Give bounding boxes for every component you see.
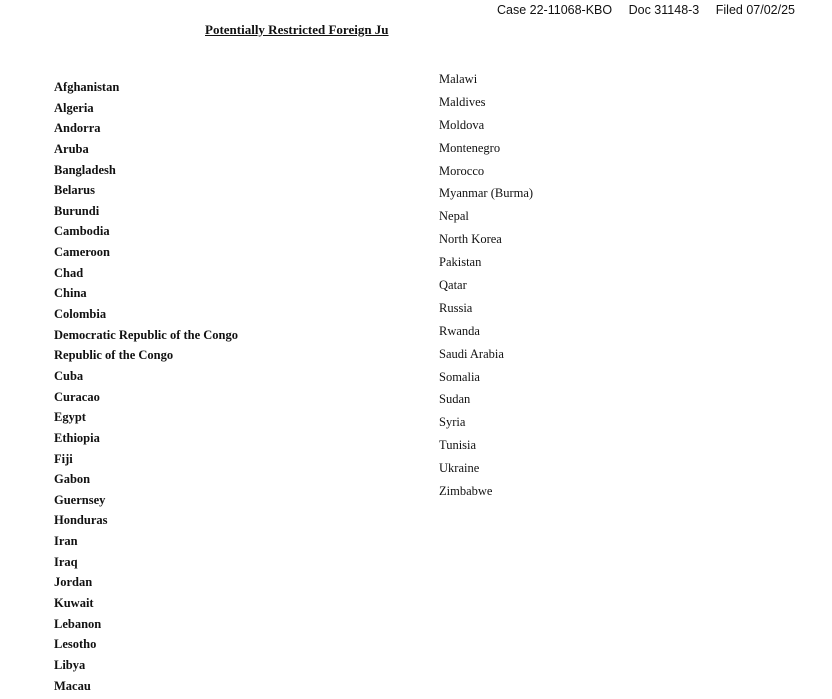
country-item: Myanmar (Burma) (439, 186, 534, 201)
country-item: Cambodia (54, 224, 110, 239)
country-item: Moldova (439, 117, 485, 132)
country-item: Bangladesh (54, 162, 116, 177)
country-item: China (54, 286, 87, 301)
country-item: Macau (54, 678, 91, 693)
doc-number: Doc 31148-3 (628, 3, 700, 17)
case-header (497, 3, 817, 17)
country-item: Algeria (54, 100, 94, 115)
right-country-list (439, 72, 533, 507)
country-item: Morocco (439, 163, 485, 178)
country-item: Kuwait (54, 596, 94, 611)
country-item: Curacao (54, 389, 100, 404)
country-item: Honduras (54, 513, 108, 528)
document-title: Potentially Restricted Foreign Ju (205, 22, 389, 37)
country-item: Burundi (54, 203, 100, 218)
country-item: Gabon (54, 472, 91, 487)
country-item: Aruba (54, 141, 89, 156)
country-item: Belarus (54, 183, 95, 198)
country-item: Montenegro (439, 140, 501, 155)
country-item: Maldives (439, 94, 486, 109)
country-item: Iraq (54, 554, 78, 569)
country-item: Egypt (54, 410, 86, 425)
country-item: Cameroon (54, 245, 111, 260)
filed-date: Filed 07/02/25 (715, 3, 795, 17)
country-item: Democratic Republic of the Congo (54, 327, 238, 342)
country-item: Republic of the Congo (54, 348, 174, 363)
case-number: Case 22-11068-KBO (497, 3, 613, 17)
country-item: Zimbabwe (439, 484, 493, 499)
country-item: Fiji (54, 451, 73, 466)
country-item: Nepal (439, 209, 469, 224)
country-item: Colombia (54, 307, 107, 322)
country-item: North Korea (439, 232, 502, 247)
country-item: Ethiopia (54, 430, 100, 445)
country-item: Libya (54, 657, 86, 672)
country-item: Saudi Arabia (439, 346, 504, 361)
country-item: Sudan (439, 392, 471, 407)
country-item: Malawi (439, 72, 478, 86)
country-item: Ukraine (439, 461, 480, 476)
country-item: Iran (54, 534, 78, 549)
country-item: Andorra (54, 121, 101, 136)
country-item: Cuba (54, 368, 84, 383)
country-item: Chad (54, 265, 84, 280)
country-item: Rwanda (439, 323, 480, 338)
country-item: Guernsey (54, 492, 106, 507)
country-item: Qatar (439, 278, 467, 293)
country-item: Tunisia (439, 438, 477, 453)
left-country-list (54, 80, 238, 699)
country-item: Russia (439, 300, 473, 315)
country-item: Afghanistan (54, 80, 120, 94)
country-item: Somalia (439, 369, 480, 384)
country-item: Lesotho (54, 637, 97, 652)
country-item: Pakistan (439, 255, 482, 270)
country-item: Lebanon (54, 616, 102, 631)
country-item: Syria (439, 415, 466, 430)
country-item: Jordan (54, 575, 93, 590)
